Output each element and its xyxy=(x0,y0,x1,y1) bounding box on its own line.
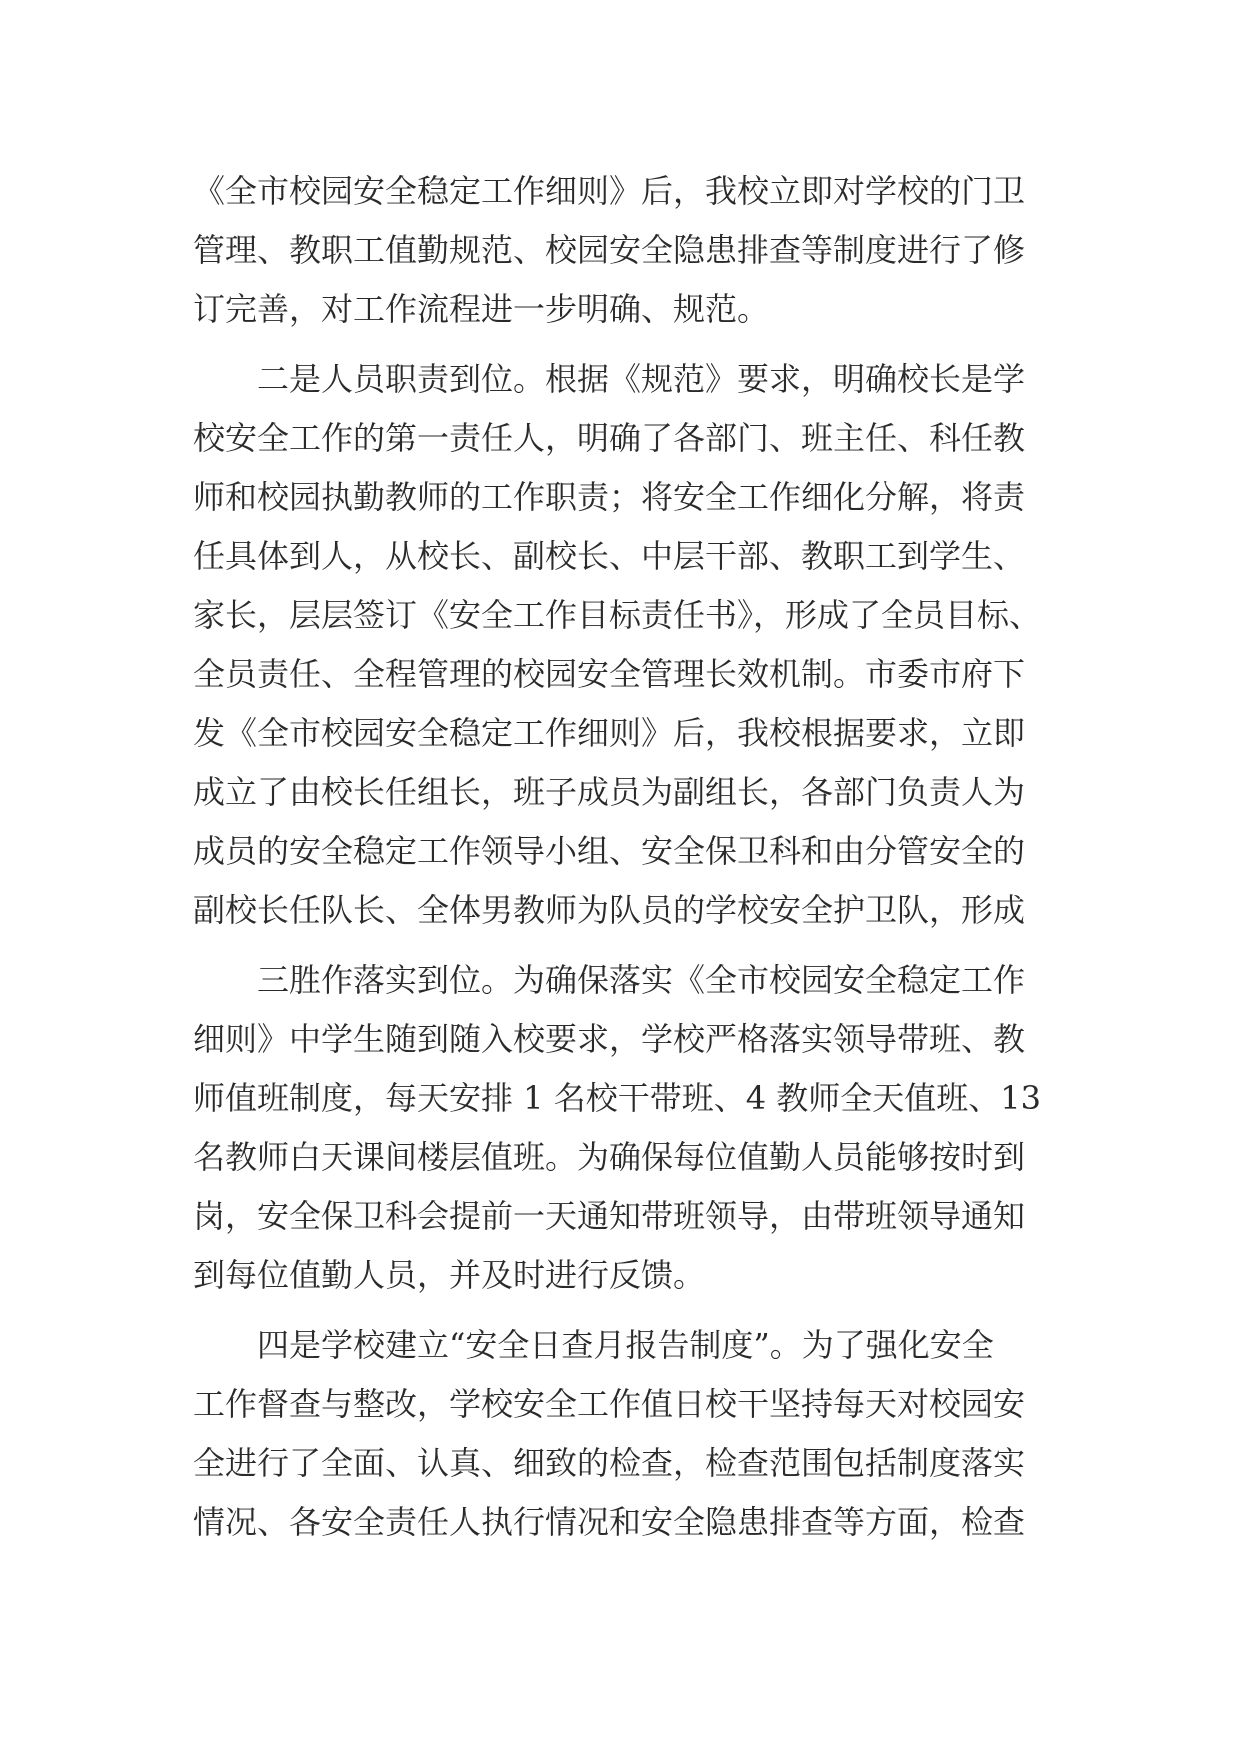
text-line: 订完善，对工作流程进一步明确、规范。 xyxy=(193,290,770,328)
paragraph-1 xyxy=(193,162,1073,339)
text-line: 全员责任、全程管理的校园安全管理长效机制。市委市府下 xyxy=(193,655,1026,693)
text-line: 管理、教职工值勤规范、校园安全隐患排查等制度进行了修 xyxy=(193,231,1026,269)
text-line: 全进行了全面、认真、细致的检查，检查范围包括制度落实 xyxy=(193,1444,1026,1482)
text-line: 师值班制度，每天安排 1 名校干带班、4 教师全天值班、13 xyxy=(193,1079,1041,1117)
text-line: 成员的安全稳定工作领导小组、安全保卫科和由分管安全的 xyxy=(193,832,1026,870)
paragraph-3 xyxy=(193,951,1073,1305)
paragraph-4 xyxy=(193,1316,1073,1552)
text-line: 《全市校园安全稳定工作细则》后，我校立即对学校的门卫 xyxy=(193,172,1026,210)
text-line: 四是学校建立“安全日查月报告制度”。为了强化安全 xyxy=(193,1326,994,1364)
text-line: 细则》中学生随到随入校要求，学校严格落实领导带班、教 xyxy=(193,1020,1026,1058)
document-body xyxy=(193,162,1073,1552)
text-line: 三胜作落实到位。为确保落实《全市校园安全稳定工作 xyxy=(193,961,1026,999)
text-line: 岗，安全保卫科会提前一天通知带班领导，由带班领导通知 xyxy=(193,1197,1026,1235)
text-line: 副校长任队长、全体男教师为队员的学校安全护卫队，形成 xyxy=(193,891,1026,929)
text-line: 校安全工作的第一责任人，明确了各部门、班主任、科任教 xyxy=(193,419,1026,457)
text-line: 二是人员职责到位。根据《规范》要求，明确校长是学 xyxy=(193,360,1026,398)
text-line: 成立了由校长任组长，班子成员为副组长，各部门负责人为 xyxy=(193,773,1026,811)
text-line: 工作督查与整改，学校安全工作值日校干坚持每天对校园安 xyxy=(193,1385,1026,1423)
text-line: 任具体到人，从校长、副校长、中层干部、教职工到学生、 xyxy=(193,537,1026,575)
text-line: 情况、各安全责任人执行情况和安全隐患排查等方面，检查 xyxy=(193,1503,1026,1541)
text-line: 师和校园执勤教师的工作职责；将安全工作细化分解，将责 xyxy=(193,478,1026,516)
text-line: 家长，层层签订《安全工作目标责任书》，形成了全员目标、 xyxy=(193,596,1042,634)
paragraph-2 xyxy=(193,350,1073,940)
text-line: 发《全市校园安全稳定工作细则》后，我校根据要求，立即 xyxy=(193,714,1026,752)
text-line: 到每位值勤人员，并及时进行反馈。 xyxy=(193,1256,706,1294)
text-line: 名教师白天课间楼层值班。为确保每位值勤人员能够按时到 xyxy=(193,1138,1026,1176)
